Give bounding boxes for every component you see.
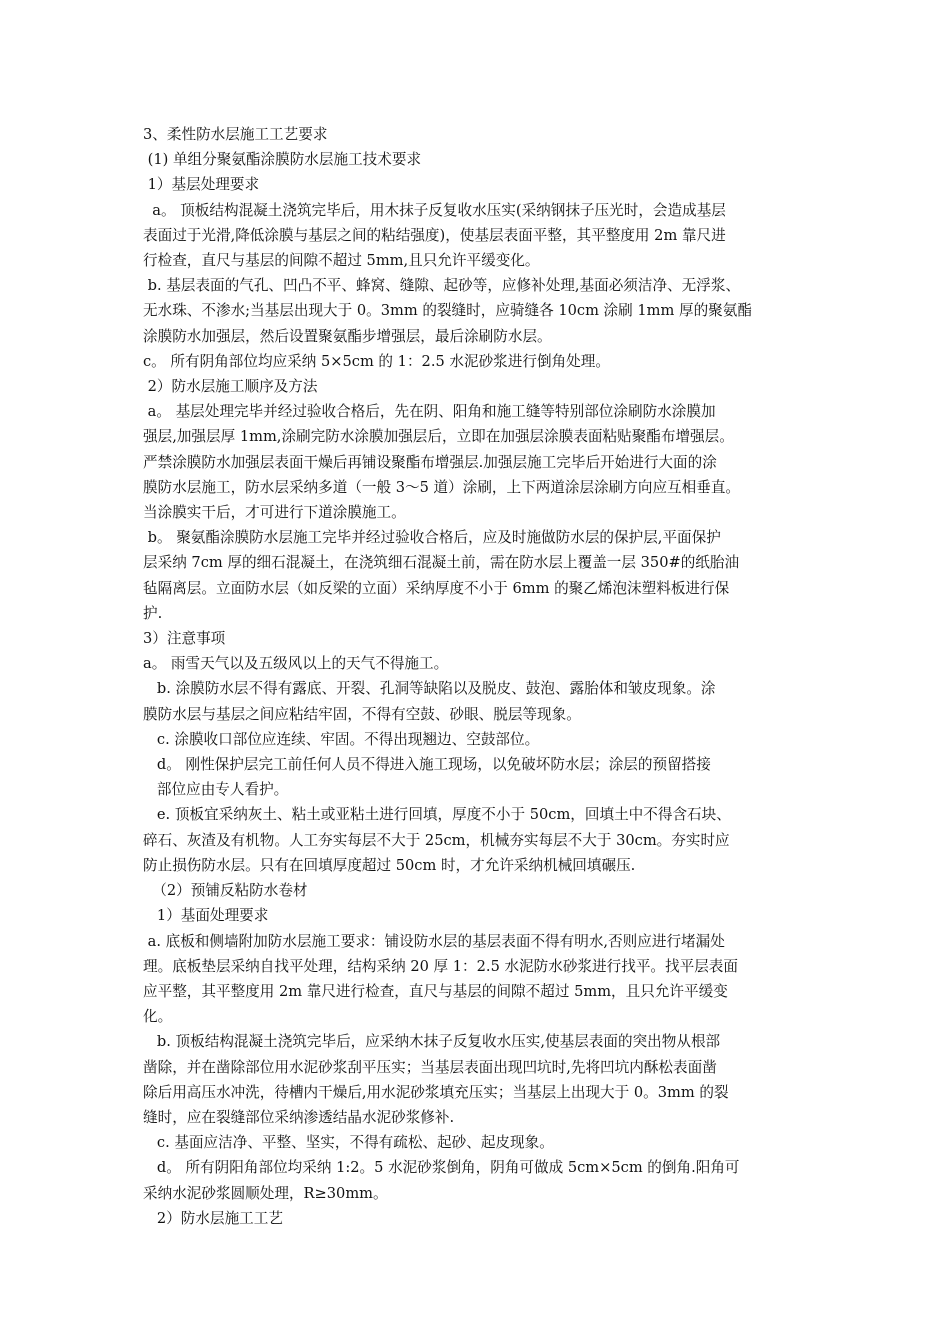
document-page [143,122,810,1231]
text-line: e. 顶板宜采纳灰土、粘土或亚粘土进行回填，厚度不小于 50cm，回填土中不得含石块、 [143,806,731,824]
text-line: a。 顶板结构混凝土浇筑完毕后，用木抹子反复收水压实(采纳钢抹子压光时，会造成基层 [143,201,726,219]
paragraph-p5 [143,273,810,349]
paragraph-p15 [143,802,810,878]
text-line: 膜防水层施工，防水层采纳多道（一般 3～5 道）涂刷，上下两道涂层涂刷方向应互相垂直。 [143,478,741,496]
text-line: a。 基层处理完毕并经过验收合格后，先在阴、阳角和施工缝等特别部位涂刷防水涂膜加 [143,403,716,421]
text-line: b. 涂膜防水层不得有露底、开裂、孔洞等缺陷以及脱皮、鼓泡、露胎体和皱皮现象。涂 [143,680,716,698]
text-line: b. 基层表面的气孔、凹凸不平、蜂窝、缝隙、起砂等，应修补处理,基面必须洁净、无浮浆、 [143,277,741,295]
text-line: 无水珠、不渗水;当基层出现大于 0。3mm 的裂缝时，应骑缝各 10cm 涂刷 1mm 厚的聚氨酯 [143,302,752,320]
paragraph-p21 [143,1155,810,1205]
text-line: c. 基面应洁净、平整、坚实，不得有疏松、起砂、起皮现象。 [143,1134,554,1152]
text-line: b。 聚氨酯涂膜防水层施工完毕并经过验收合格后，应及时施做防水层的保护层,平面保护 [143,529,721,547]
text-line: 碎石、灰渣及有机物。人工夯实每层不大于 25cm，机械夯实每层不大于 30cm。夯实时应 [143,831,730,849]
paragraph-p2 [143,147,810,172]
text-line: 严禁涂膜防水加强层表面干燥后再铺设聚酯布增强层.加强层施工完毕后开始进行大面的涂 [143,453,717,471]
text-line: 表面过于光滑,降低涂膜与基层之间的粘结强度)，使基层表面平整，其平整度用 2m 靠尺进 [143,226,726,244]
paragraph-p10 [143,626,810,651]
text-line: （2）预铺反粘防水卷材 [143,882,308,900]
text-line: c。 所有阴角部位均应采纳 5×5cm 的 1：2.5 水泥砂浆进行倒角处理。 [143,352,610,370]
paragraph-p17 [143,903,810,928]
text-line: 2）防水层施工顺序及方法 [143,378,318,396]
paragraph-p6 [143,349,810,374]
text-line: 1）基面处理要求 [143,907,269,925]
text-line: 缝时，应在裂缝部位采纳渗透结晶水泥砂浆修补. [143,1108,455,1126]
paragraph-p11 [143,651,810,676]
text-line: 凿除，并在凿除部位用水泥砂浆刮平压实；当基层表面出现凹坑时,先将凹坑内酥松表面凿 [143,1058,717,1076]
text-line: 涂膜防水加强层，然后设置聚氨酯步增强层，最后涂刷防水层。 [143,327,552,345]
text-line: b. 顶板结构混凝土浇筑完毕后，应采纳木抹子反复收水压实,使基层表面的突出物从根部 [143,1033,721,1051]
paragraph-p8 [143,399,810,525]
text-line: 行检查，直尺与基层的间隙不超过 5mm,且只允许平缓变化。 [143,252,540,270]
text-line: 应平整，其平整度用 2m 靠尺进行检查，直尺与基层的间隙不超过 5mm，且只允许平缓变 [143,982,728,1000]
text-line: d。 所有阴阳角部位均采纳 1:2。5 水泥砂浆倒角，阴角可做成 5cm×5cm 的倒角.阳角可 [143,1159,740,1177]
text-line: d。 刚性保护层完工前任何人员不得进入施工现场，以免破坏防水层；涂层的预留搭接 [143,756,711,774]
paragraph-p9 [143,525,810,626]
text-line: 强层,加强层厚 1mm,涂刷完防水涂膜加强层后，立即在加强层涂膜表面粘贴聚酯布增强层。 [143,428,734,446]
paragraph-p14 [143,752,810,802]
text-line: 防止损伤防水层。只有在回填厚度超过 50cm 时，才允许采纳机械回填碾压. [143,856,636,874]
paragraph-p1 [143,122,810,147]
text-line: 3、柔性防水层施工工艺要求 [143,126,328,143]
text-line: 采纳水泥砂浆圆顺处理，R≥30mm。 [143,1184,388,1202]
paragraph-p20 [143,1130,810,1155]
text-line: 当涂膜实干后，才可进行下道涂膜施工。 [143,504,406,522]
text-line: a. 底板和侧墙附加防水层施工要求：铺设防水层的基层表面不得有明水,否则应进行堵漏处 [143,932,725,950]
paragraph-p16 [143,878,810,903]
paragraph-p4 [143,198,810,274]
paragraph-p22 [143,1206,810,1231]
text-line: 理。底板垫层采纳自找平处理，结构采纳 20 厚 1：2.5 水泥防水砂浆进行找平。找平层表面 [143,957,738,975]
text-line: 3）注意事项 [143,630,226,648]
paragraph-p19 [143,1029,810,1130]
paragraph-p3 [143,172,810,197]
text-line: 部位应由专人看护。 [143,781,289,799]
text-line: 除后用高压水冲洗，待槽内干燥后,用水泥砂浆填充压实；当基层上出现大于 0。3mm 的裂 [143,1083,729,1101]
text-line: 1）基层处理要求 [143,176,260,194]
paragraph-p7 [143,374,810,399]
text-line: 2）防水层施工工艺 [143,1209,283,1227]
text-line: 膜防水层与基层之间应粘结牢固，不得有空鼓、砂眼、脱层等现象。 [143,705,581,723]
paragraph-p18 [143,929,810,1030]
text-line: a。 雨雪天气以及五级风以上的天气不得施工。 [143,655,449,673]
text-line: 护. [143,604,163,622]
text-line: 毡隔离层。立面防水层（如反梁的立面）采纳厚度不小于 6mm 的聚乙烯泡沫塑料板进行保 [143,579,730,597]
text-line: 化。 [143,1008,173,1026]
paragraph-p12 [143,676,810,726]
paragraph-p13 [143,727,810,752]
text-line: (1) 单组分聚氨酯涂膜防水层施工技术要求 [143,151,422,169]
text-line: 层采纳 7cm 厚的细石混凝土，在浇筑细石混凝土前，需在防水层上覆盖一层 350#的纸胎油 [143,554,740,572]
text-line: c. 涂膜收口部位应连续、牢固。不得出现翘边、空鼓部位。 [143,730,540,748]
